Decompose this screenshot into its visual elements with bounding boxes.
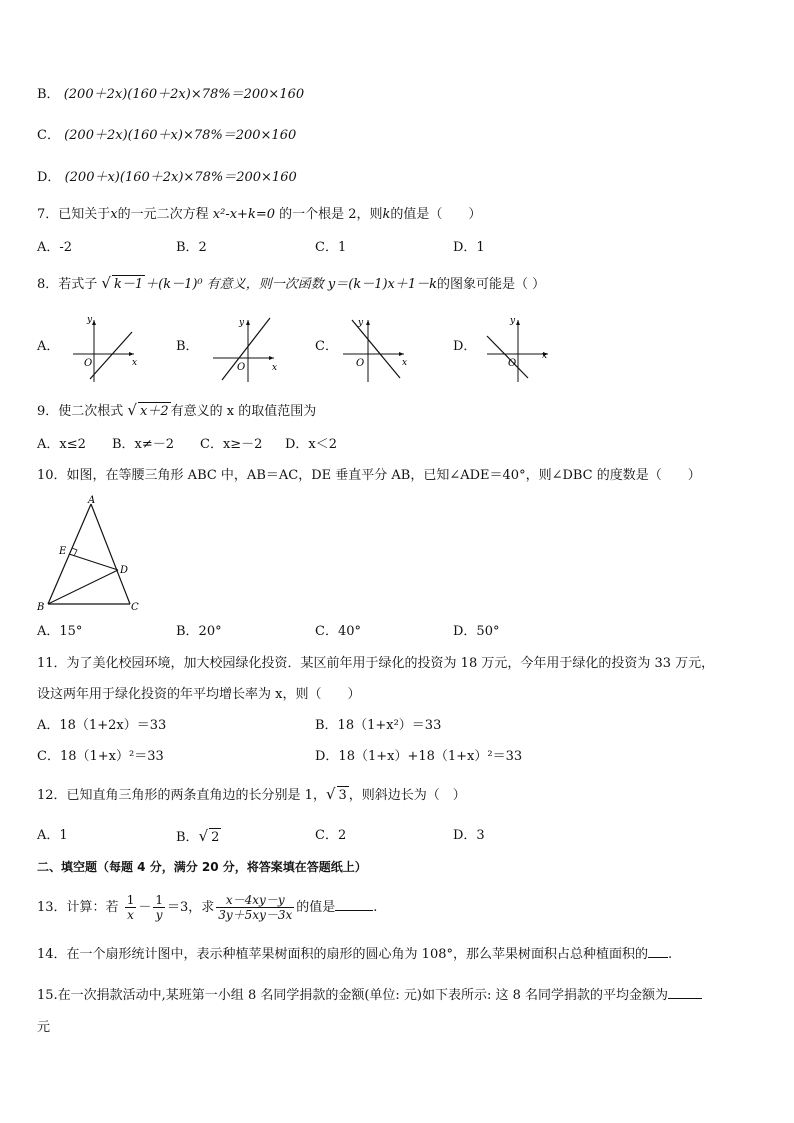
question-13: 13．计算：若 $\frac{1}{x}$ － $\frac{1}{y}$ ＝3，求 $\frac{x-4xy-y}{3y+5xy-3x}$ 的值是 . [37, 893, 378, 922]
q7-option-c: C．1 [315, 240, 347, 255]
segment-bd [48, 570, 118, 604]
question-7 [37, 206, 481, 224]
y-label: y [510, 316, 516, 326]
x-label: x [402, 358, 408, 368]
numerator: 1 [155, 893, 163, 907]
q8-option-b-label: B． [176, 339, 199, 354]
q9-option-c: C．x≥－2 [200, 437, 263, 452]
y-label: y [87, 315, 93, 325]
sqrt-symbol: √ [127, 401, 137, 419]
x-arrow-icon [129, 352, 134, 356]
q6-option-b [37, 86, 304, 104]
y-arrow-icon [246, 320, 250, 325]
option-label: D． [37, 170, 61, 185]
q8-function: y＝(k－1)x＋1－k [327, 277, 438, 292]
label-a: A [88, 495, 96, 506]
option-equation: (200＋2x)(160＋x)×78%＝200×160 [64, 128, 297, 143]
q12-option-c: C．2 [315, 828, 347, 843]
question-9 [37, 401, 316, 421]
function-line [487, 336, 528, 378]
x-arrow-icon [269, 356, 274, 360]
graph-a [68, 312, 143, 384]
question-10: 10．如图，在等腰三角形 ABC 中，AB＝AC，DE 垂直平分 AB，已知∠ADE＝40°，则∠DBC 的度数是（ ） [37, 468, 701, 483]
label-b: B [37, 602, 45, 613]
q8-text: 的图象可能是（ ） [437, 277, 546, 292]
question-15-line1 [37, 987, 702, 1005]
q7-option-d: D．1 [453, 240, 485, 255]
q8-text: 8．若式子 [37, 277, 98, 292]
q11-option-b: B．18（1+x²）＝33 [315, 718, 442, 733]
minus-sign: － [138, 900, 152, 915]
q9-text: 9．使二次根式 [37, 404, 124, 419]
q14-text: 14．在一个扇形统计图中，表示种植苹果树面积的扇形的圆心角为 108°，那么苹果树面积占总种植面积的 [37, 947, 648, 962]
q8-option-c-label: C． [315, 339, 338, 354]
origin-label: O [84, 358, 93, 369]
q11-option-d: D．18（1+x）+18（1+x）²＝33 [315, 749, 523, 764]
q10-option-d: D．50° [453, 624, 500, 639]
y-arrow-icon [366, 320, 370, 325]
numerator: x－4xy－y [216, 893, 294, 908]
section-heading: 二、填空题（每题 4 分，满分 20 分，将答案填在答题纸上） [37, 860, 367, 874]
function-line [352, 320, 400, 378]
q12-text: ，则斜边长为（ ） [348, 788, 466, 803]
question-8 [37, 274, 545, 294]
option-label: B． [37, 87, 60, 102]
q10-option-a: A．15° [37, 624, 83, 639]
q10-option-b: B．20° [176, 624, 222, 639]
question-14: 14．在一个扇形统计图中，表示种植苹果树面积的扇形的圆心角为 108°，那么苹果树面积占总种植面积的 . [37, 947, 673, 962]
graph-d [482, 312, 557, 384]
q7-option-b: B．2 [176, 240, 207, 255]
option-label: B． [176, 830, 199, 845]
q6-option-d [37, 169, 297, 187]
fraction-1-over-x [125, 893, 137, 922]
q11-option-c: C．18（1+x）²＝33 [37, 749, 164, 764]
answer-blank [668, 998, 702, 999]
fraction-1-over-y [153, 893, 165, 922]
numerator: 1 [126, 893, 135, 907]
target-fraction [216, 893, 294, 922]
y-arrow-icon [92, 320, 96, 325]
y-arrow-icon [516, 320, 520, 325]
q8-text: ＋(k－1)⁰ 有意义，则一次函数 [145, 277, 324, 292]
q7-text: 的值是（ ） [390, 207, 482, 222]
x-label: x [272, 363, 278, 373]
y-label: y [239, 318, 245, 328]
q13-text: 的值是 [296, 900, 336, 915]
sqrt-symbol: √ [325, 785, 336, 803]
q11-option-a: A．18（1+2x）＝33 [37, 718, 167, 733]
option-equation: (200＋2x)(160＋2x)×78%＝200×160 [63, 87, 305, 102]
q9-radicand: x＋2 [139, 404, 169, 419]
q12-radicand: 3 [338, 788, 347, 803]
answer-blank [335, 910, 373, 911]
q9-option-a: A．x≤2 [37, 437, 86, 452]
origin-label: O [237, 362, 246, 373]
q7-text: 的一个根是 2，则 [279, 207, 383, 222]
y-label: y [358, 318, 364, 328]
x-arrow-icon [399, 352, 404, 356]
q9-option-d: D．x＜2 [285, 437, 338, 452]
segment-de [69, 554, 118, 570]
origin-label: O [508, 358, 517, 369]
denominator: 3y＋5xy－3x [218, 908, 293, 922]
option-equation: (200＋x)(160＋2x)×78%＝200×160 [64, 170, 297, 185]
q7-var: x [110, 207, 118, 222]
denominator: x [127, 908, 134, 922]
q7-text: 的一元二次方程 [117, 207, 209, 222]
answer-blank [648, 957, 668, 958]
q6-option-c [37, 127, 296, 145]
q12-text: 12．已知直角三角形的两条直角边的长分别是 1， [37, 788, 326, 803]
q12-option-d: D．3 [453, 828, 485, 843]
q15-text: 15.在一次捐款活动中,某班第一小组 8 名同学捐款的金额(单位: 元)如下表所示: 这 8 名同学捐款的平均金额为 [37, 988, 669, 1003]
function-line [90, 332, 132, 379]
label-c: C [131, 602, 139, 613]
x-label: x [542, 351, 548, 361]
q8-option-d-label: D． [453, 339, 477, 354]
q8-option-a-label: A． [37, 339, 60, 354]
denominator: y [155, 908, 163, 922]
sqrt-symbol: √ [198, 827, 209, 845]
q12-option-a: A．1 [37, 828, 68, 843]
question-12 [37, 785, 466, 805]
q7-equation: x²-x+k=0 [212, 207, 275, 222]
graph-c [338, 312, 413, 384]
graph-b [208, 312, 283, 384]
q13-text: 13．计算：若 [37, 900, 119, 915]
question-11-line2: 设这两年用于绿化投资的年平均增长率为 x，则（ ） [37, 687, 361, 702]
q10-option-c: C．40° [315, 624, 361, 639]
triangle-figure [34, 494, 146, 616]
side-ac [91, 504, 130, 604]
q8-radicand: k－1 [113, 277, 144, 292]
sqrt-symbol: √ [101, 274, 111, 292]
q9-text: 有意义的 x 的取值范围为 [170, 404, 317, 419]
label-d: D [120, 565, 129, 576]
question-15-line2: 元 [37, 1020, 51, 1035]
q7-var: k [382, 207, 391, 222]
question-11-line1: 11．为了美化校园环境，加大校园绿化投资．某区前年用于绿化的投资为 18 万元，今年用于绿化的投资为 33 万元， [37, 656, 715, 671]
label-e: E [59, 546, 67, 557]
radicand: 2 [211, 830, 220, 845]
q7-option-a: A．-2 [37, 240, 73, 255]
q9-option-b: B．x≠－2 [112, 437, 175, 452]
origin-label: O [356, 358, 365, 369]
function-line [222, 318, 270, 380]
q12-option-b [176, 827, 221, 847]
x-label: x [132, 358, 138, 368]
q7-text: 7．已知关于 [37, 207, 111, 222]
option-label: C． [37, 128, 60, 143]
q13-text: ＝3，求 [166, 900, 215, 915]
